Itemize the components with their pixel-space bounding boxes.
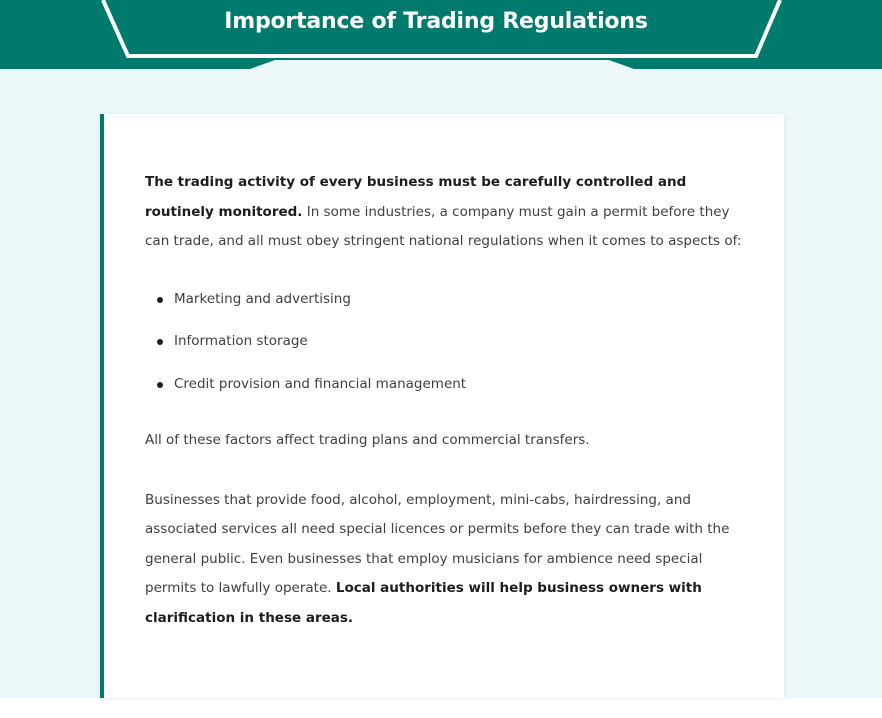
list-item	[145, 370, 745, 413]
bullet-icon	[157, 382, 163, 388]
list-item-label: Credit provision and financial management	[174, 375, 467, 392]
regulation-aspects-list	[145, 285, 745, 413]
list-item	[145, 285, 745, 328]
page-title: Importance of Trading Regulations	[224, 9, 648, 34]
bullet-icon	[157, 339, 163, 345]
permits-text: Businesses that provide food, alcohol, employment, mini-cabs, hairdressing, and associated services all need special licences or permits before they can trade with the general public. Even businesses that employ musicians for ambience need special permits to lawfully operate.	[145, 491, 730, 596]
permits-emphasis: Local authorities will help business owners with clarification in these areas.	[145, 580, 702, 626]
intro-text: In some industries, a company must gain a permit before they can trade, and all must obey stringent national regulations when it comes to aspects of:	[145, 203, 742, 249]
list-item-label: Marketing and advertising	[174, 290, 351, 307]
list-item-label: Information storage	[174, 333, 308, 349]
summary-paragraph: All of these factors affect trading plans and commercial transfers.	[145, 432, 590, 448]
intro-emphasis: The trading activity of every business must be carefully controlled and routinely monitored.	[145, 174, 687, 220]
card-body	[145, 168, 745, 633]
content-card	[100, 114, 784, 698]
intro-paragraph	[145, 168, 745, 257]
bullet-icon	[157, 297, 163, 303]
permits-paragraph	[145, 486, 745, 634]
list-item	[145, 327, 745, 370]
